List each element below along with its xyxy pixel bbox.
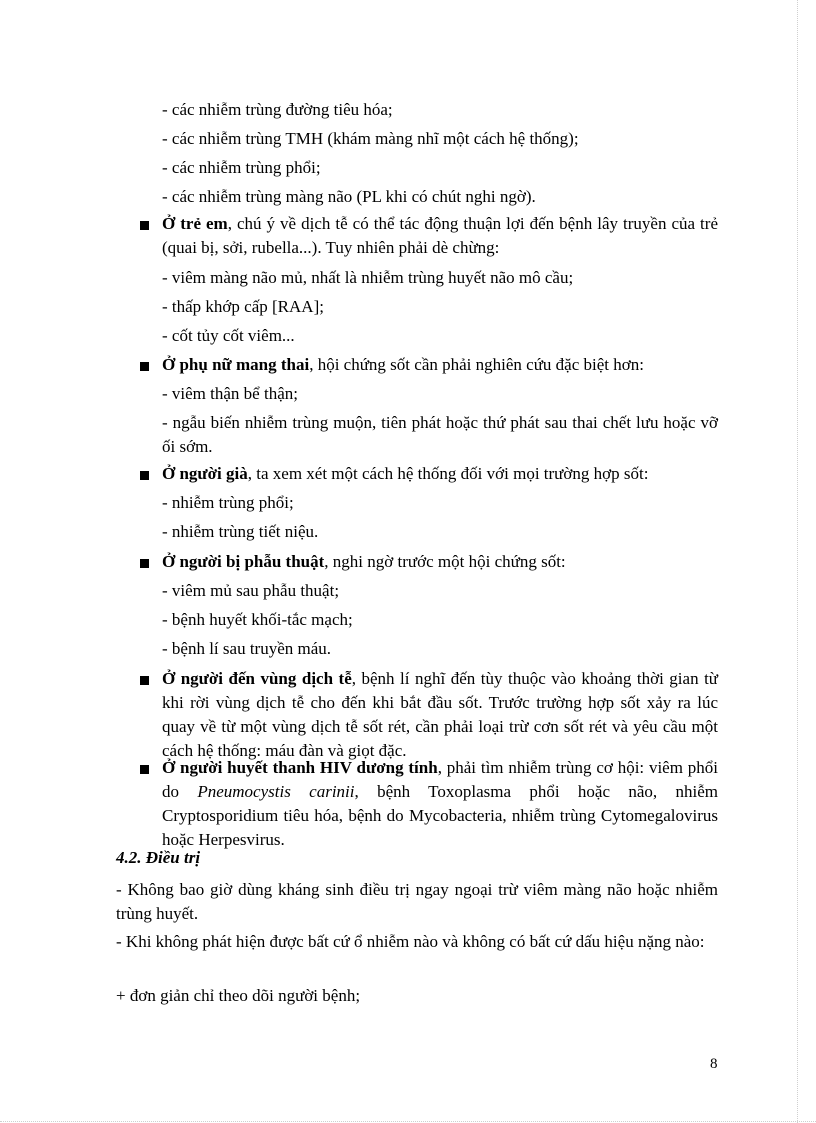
bold-lead: Ở người bị phẫu thuật [162, 552, 325, 571]
paragraph-pregnant [162, 353, 718, 377]
list-item: - thấp khớp cấp [RAA]; [162, 297, 324, 316]
italic-term: Pneumocystis carinii [197, 782, 355, 801]
paragraph-text: , bệnh Toxoplasma phổi hoặc não, nhiễm Cryptosporidium tiêu hóa, bệnh do Mycobacteria, nhiễm trùng Cytomegalovirus hoặc Herpesvirus. [162, 782, 718, 849]
bold-lead: Ở trẻ em [162, 214, 228, 233]
list-item: - bệnh lí sau truyền máu. [162, 639, 332, 658]
page-number: 8 [710, 1056, 718, 1072]
list-item: - nhiễm trùng phổi; [162, 493, 294, 512]
bold-lead: Ở người đến vùng dịch tễ [162, 669, 352, 688]
paragraph: + đơn giản chỉ theo dõi người bệnh; [116, 986, 361, 1005]
paragraph-text: , nghi ngờ trước một hội chứng sốt: [324, 552, 566, 571]
paragraph-child [162, 212, 718, 260]
list-item: - viêm mủ sau phẫu thuật; [162, 581, 340, 600]
list-item: - các nhiễm trùng màng não (PL khi có chút nghi ngờ). [162, 187, 536, 206]
list-item: - viêm thận bể thận; [162, 384, 298, 403]
paragraph-hiv [162, 756, 718, 852]
list-item: - cốt tủy cốt viêm... [162, 326, 295, 345]
bullet-square-icon [138, 216, 152, 230]
list-item: - nhiễm trùng tiết niệu. [162, 522, 319, 541]
bold-lead: Ở người huyết thanh HIV dương tính [162, 758, 438, 777]
paragraph-surgery [162, 550, 718, 574]
paragraph-endemic [162, 667, 718, 763]
bullet-square-icon [138, 760, 152, 774]
bold-lead: Ở người già [162, 464, 248, 483]
paragraph-elderly [162, 462, 718, 486]
paragraph: - Khi không phát hiện được bất cứ ổ nhiễm nào và không có bất cứ dấu hiệu nặng nào: [116, 932, 705, 951]
list-item: - các nhiễm trùng đường tiêu hóa; [162, 100, 393, 119]
bullet-square-icon [138, 357, 152, 371]
bullet-square-icon [138, 554, 152, 568]
page-border-right [797, 0, 798, 1123]
paragraph-text: , bệnh lí nghĩ đến tùy thuộc vào khoảng thời gian từ khi rời vùng dịch tễ cho đến khi bắt đầu sốt. Trước trường hợp sốt xảy ra lúc quay về từ một vùng dịch tễ sốt rét, cần phải loại trừ cơn sốt rét và yêu cầu một cách hệ thống: máu đàn và giọt đặc. [162, 669, 718, 760]
bold-lead: Ở phụ nữ mang thai [162, 355, 310, 374]
paragraph-text: , phải tìm nhiễm trùng cơ hội: viêm phổi do [162, 758, 718, 801]
list-item: - bệnh huyết khối-tắc mạch; [162, 610, 353, 629]
paragraph-text: , hội chứng sốt cần phải nghiên cứu đặc biệt hơn: [309, 355, 644, 374]
paragraph-text: , chú ý về dịch tễ có thể tác động thuận lợi đến bệnh lây truyền của trẻ (quai bị, sởi, rubella...). Tuy nhiên phải dè chừng: [162, 214, 718, 257]
list-item: - ngẫu biến nhiễm trùng muộn, tiên phát hoặc thứ phát sau thai chết lưu hoặc vỡ ối sớm. [162, 413, 718, 456]
page-border-bottom [0, 1121, 816, 1122]
paragraph-text: , ta xem xét một cách hệ thống đối với mọi trường hợp sốt: [247, 464, 649, 483]
list-item: - các nhiễm trùng TMH (khám màng nhĩ một cách hệ thống); [162, 129, 579, 148]
section-heading: 4.2. Điều trị [116, 848, 201, 867]
paragraph: - Không bao giờ dùng kháng sinh điều trị ngay ngoại trừ viêm màng não hoặc nhiễm trùng huyết. [116, 880, 718, 923]
bullet-square-icon [138, 671, 152, 685]
bullet-square-icon [138, 466, 152, 480]
list-item: - viêm màng não mủ, nhất là nhiễm trùng huyết não mô cầu; [162, 268, 574, 287]
list-item: - các nhiễm trùng phổi; [162, 158, 321, 177]
